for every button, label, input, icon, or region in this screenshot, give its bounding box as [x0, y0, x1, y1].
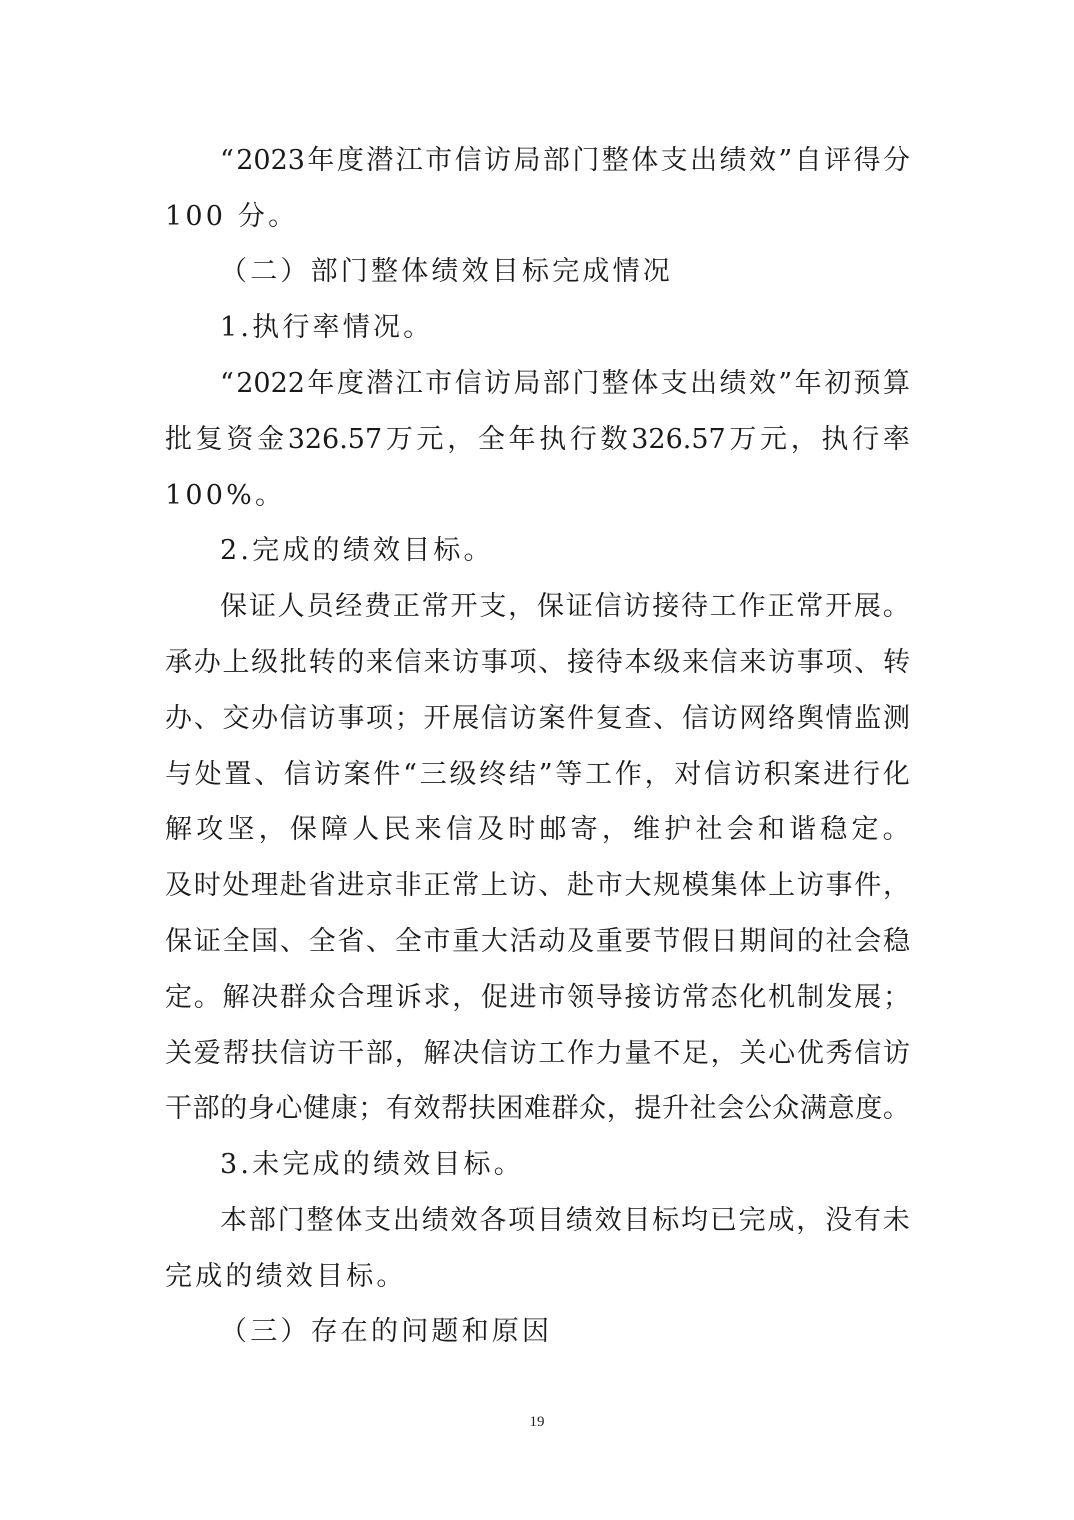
- subsection-heading: 3.未完成的绩效目标。: [220, 1149, 524, 1180]
- paragraph-line: 关 爱 帮 扶 信 访 干 部 ， 解 决 信 访 工 作 力 量 不 足 ， 关 心 优 秀 信 访: [165, 1038, 910, 1069]
- section-heading: （二）部门整体绩效目标完成情况: [220, 256, 673, 287]
- paragraph-line: 保 证 全 国 、 全 省 、 全 市 重 大 活 动 及 重 要 节 假 日 期 间 的 社 会 稳: [165, 926, 910, 957]
- paragraph-line: 办 、 交 办 信 访 事 项 ； 开 展 信 访 案 件 复 查 、 信 访 网 络 舆 情 监 测: [165, 703, 910, 734]
- section-heading: （三）存在的问题和原因: [220, 1316, 553, 1347]
- subsection-heading: 1.执行率情况。: [220, 312, 434, 343]
- paragraph-line: 完成的绩效目标。: [165, 1261, 407, 1292]
- paragraph-line: 100%。: [165, 480, 286, 511]
- paragraph-line: “ 2023 年 度 潜 江 市 信 访 局 部 门 整 体 支 出 绩 效 ” 自 评 得 分: [220, 145, 910, 176]
- paragraph-line: 与 处 置 、 信 访 案 件 “ 三 级 终 结 ” 等 工 作 ， 对 信 访 积 案 进 行 化: [165, 759, 910, 790]
- paragraph-line: 及 时 处 理 赴 省 进 京 非 正 常 上 访 、 赴 市 大 规 模 集 体 上 访 事 件 ，: [165, 870, 910, 901]
- paragraph-line: 批 复 资 金 326.57 万 元 ， 全 年 执 行 数 326.57 万 元 ， 执 行 率: [165, 424, 910, 455]
- paragraph-line: 100 分。: [165, 201, 299, 232]
- subsection-heading: 2.完成的绩效目标。: [220, 535, 494, 566]
- paragraph-line: 本 部 门 整 体 支 出 绩 效 各 项 目 绩 效 目 标 均 已 完 成 ， 没 有 未: [220, 1205, 910, 1236]
- paragraph-line: “ 2022 年 度 潜 江 市 信 访 局 部 门 整 体 支 出 绩 效 ” 年 初 预 算: [220, 368, 910, 399]
- paragraph-line: 解 攻 坚 ， 保 障 人 民 来 信 及 时 邮 寄 ， 维 护 社 会 和 谐 稳 定 。: [165, 814, 910, 845]
- paragraph-line: 保 证 人 员 经 费 正 常 开 支 ， 保 证 信 访 接 待 工 作 正 常 开 展 。: [220, 591, 910, 622]
- page-number: 19: [529, 1414, 545, 1430]
- paragraph-line: 承 办 上 级 批 转 的 来 信 来 访 事 项 、 接 待 本 级 来 信 来 访 事 项 、 转: [165, 647, 910, 678]
- paragraph-line: 定 。 解 决 群 众 合 理 诉 求 ， 促 进 市 领 导 接 访 常 态 化 机 制 发 展 ；: [165, 982, 910, 1013]
- paragraph-line: 干 部 的 身 心 健 康 ； 有 效 帮 扶 困 难 群 众 ， 提 升 社 会 公 众 满 意 度 。: [165, 1093, 910, 1124]
